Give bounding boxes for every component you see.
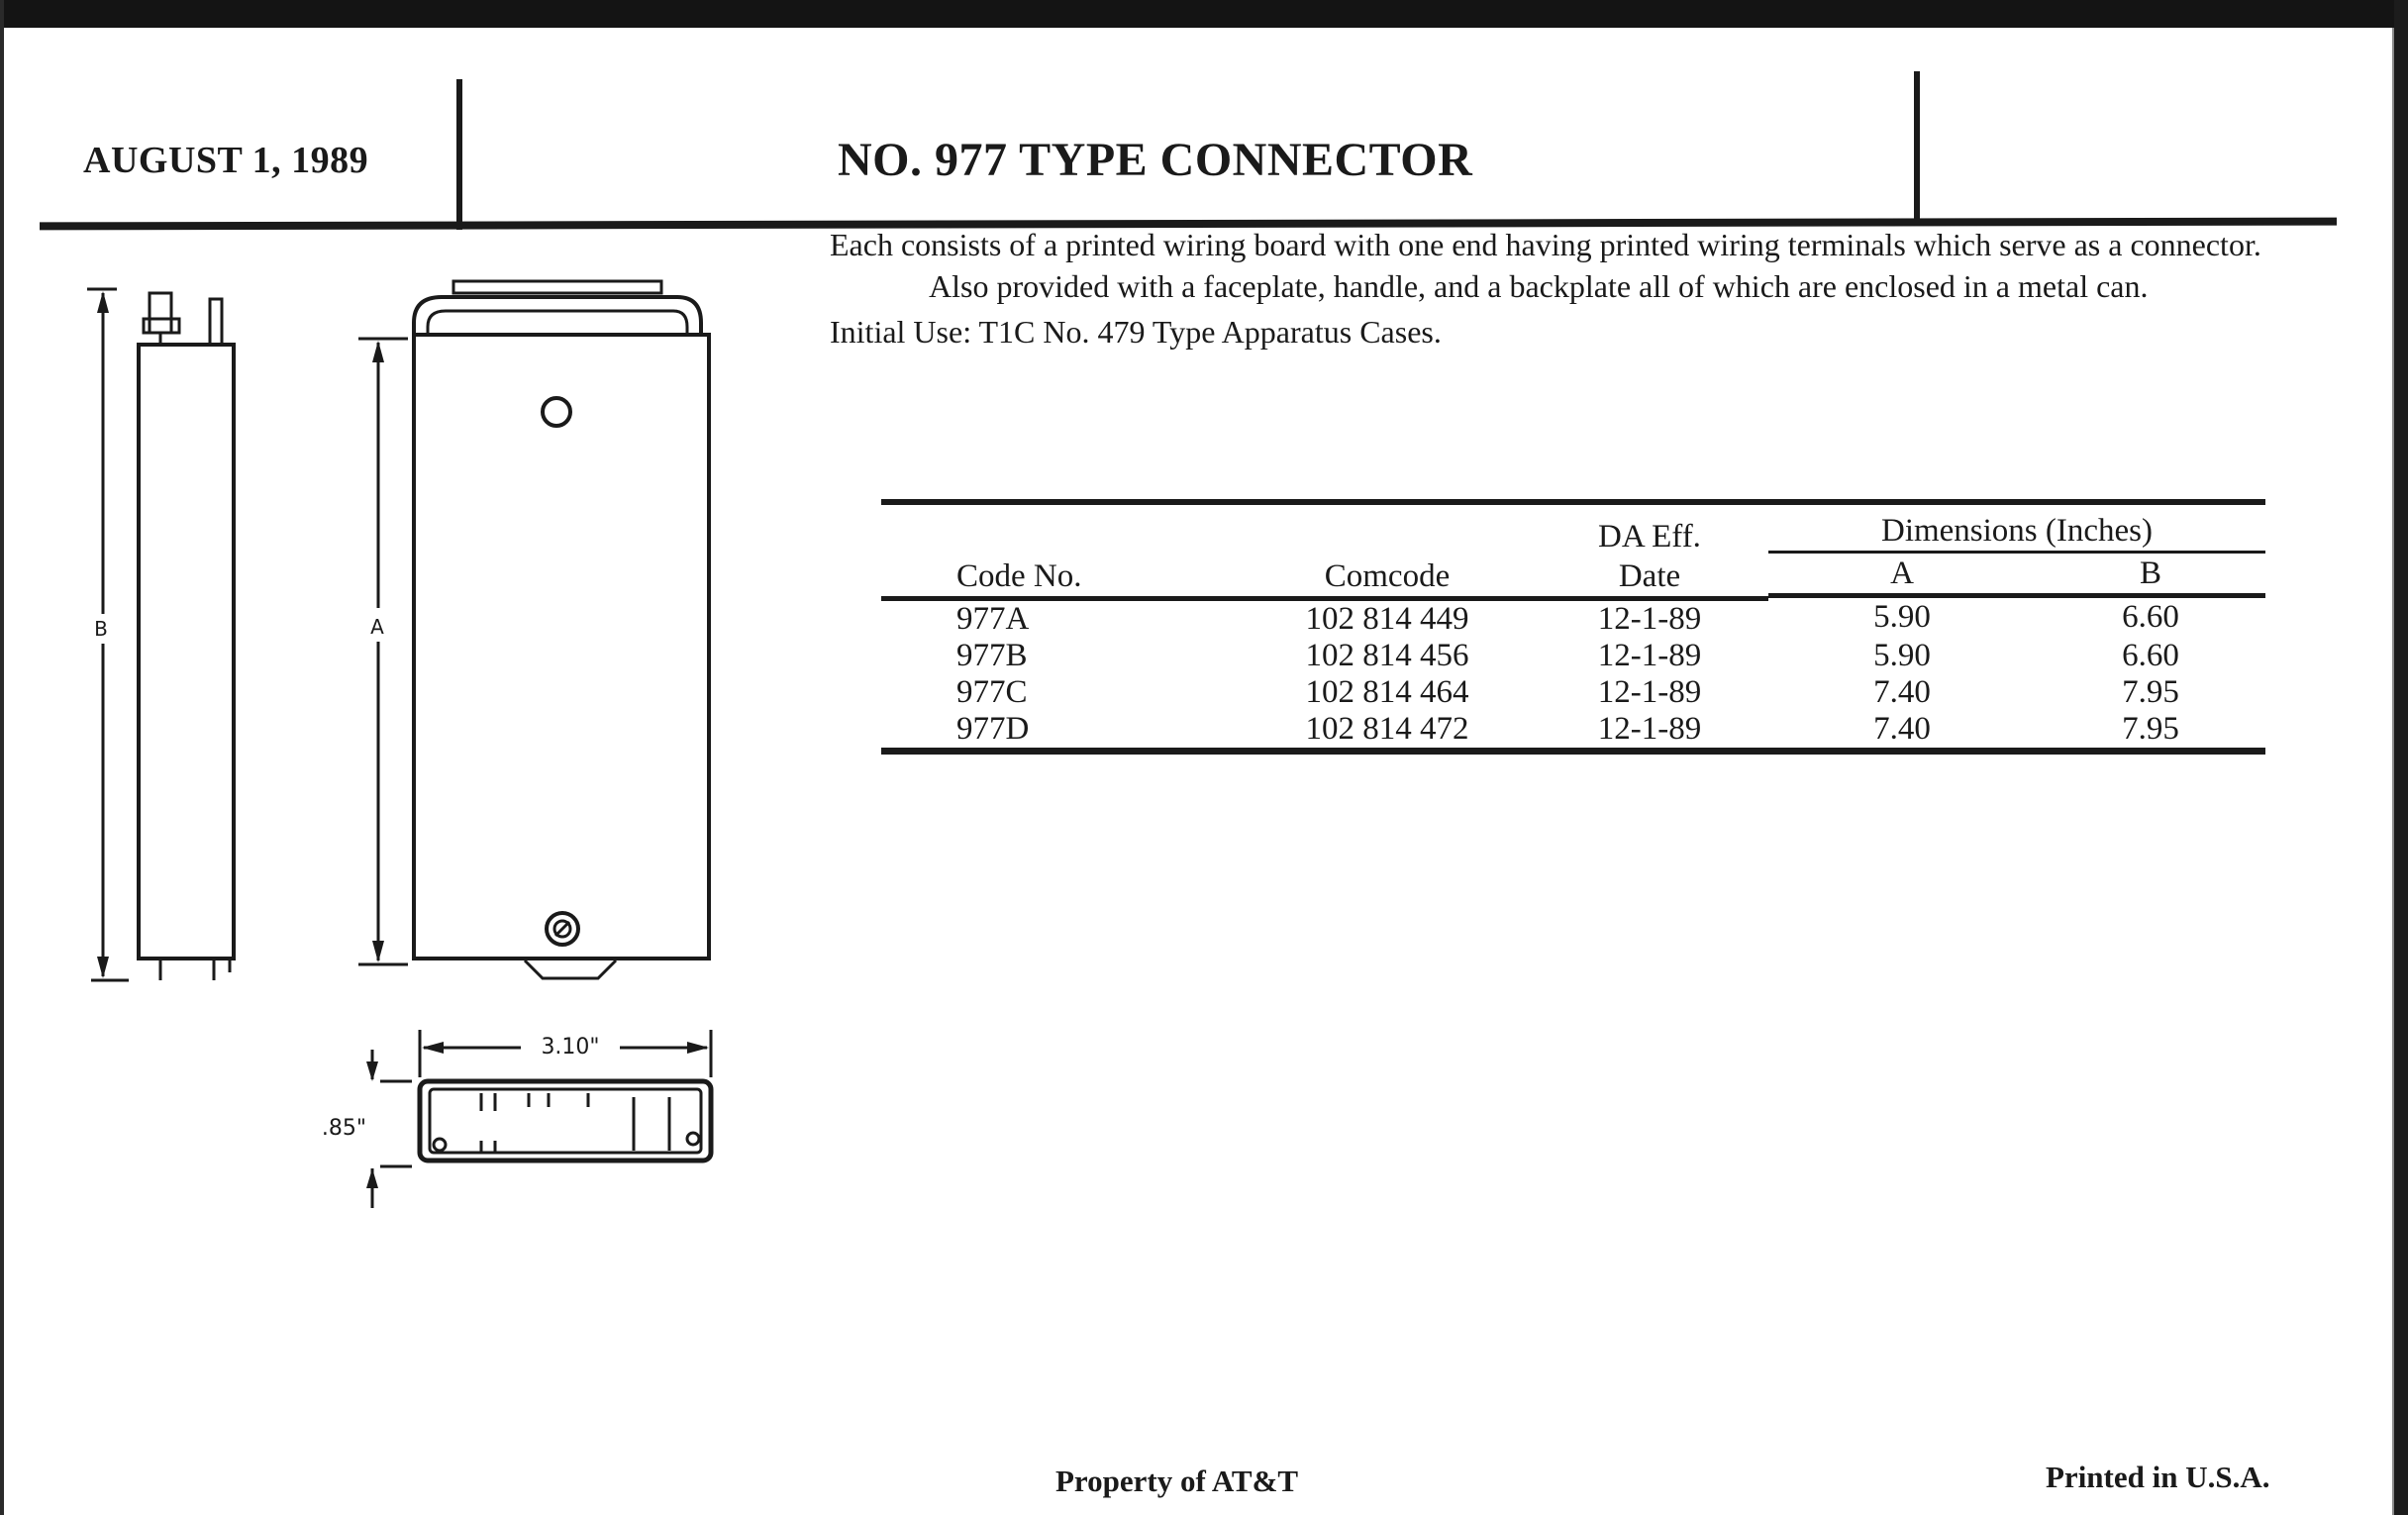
header-da-eff-line2: Date: [1618, 557, 1681, 594]
dimension-label-b: B: [94, 617, 108, 641]
dimension-label-width: 3.10": [541, 1035, 600, 1060]
header-divider-right: [1914, 71, 1920, 220]
cell-comcode: 102 814 449: [1305, 600, 1469, 637]
footer-printed: Printed in U.S.A.: [2046, 1460, 2270, 1494]
header-da-eff: [1531, 502, 1768, 596]
cell-comcode: 102 814 456: [1305, 637, 1469, 673]
table-row: [881, 711, 2265, 752]
cell-comcode: 102 814 464: [1305, 673, 1469, 710]
header-dim-a: A: [1768, 553, 2036, 596]
cell-dim-a: 5.90: [1873, 599, 1931, 636]
bottom-view: [366, 1030, 711, 1208]
bottom-view-body: [420, 1081, 711, 1161]
header-dimensions: Dimensions (Inches): [1768, 502, 2265, 553]
header-comcode: Comcode: [1324, 557, 1451, 594]
header-dim-b: B: [2036, 553, 2265, 596]
footer-property: Property of AT&T: [1055, 1464, 1299, 1498]
cell-comcode: 102 814 472: [1244, 711, 1531, 752]
front-view-body: [414, 335, 709, 959]
table-row: [881, 598, 2265, 638]
scan-border-right: [2394, 0, 2408, 1515]
cell-dim-a: 7.40: [1873, 673, 1931, 710]
header-code-no: Code No.: [956, 557, 1082, 594]
header-date: AUGUST 1, 1989: [83, 140, 369, 181]
front-view: [358, 281, 709, 978]
front-view-handle: [414, 297, 701, 335]
side-view-body: [139, 345, 234, 959]
initial-use-text: Initial Use: T1C No. 479 Type Apparatus Cases.: [830, 314, 1442, 350]
description: [830, 224, 2295, 353]
description-text: Each consists of a printed wiring board with one end having printed wiring terminals which serve as a connector. Also provided with a faceplate, handle, and a backplate all of which are enclosed in a metal can.: [830, 227, 2261, 304]
cell-dim-a: 7.40: [1768, 711, 2036, 752]
front-view-hole: [543, 398, 570, 426]
cell-dim-b: 7.95: [2122, 673, 2179, 710]
connector-drawing: [0, 0, 752, 1228]
cell-dim-a: 5.90: [1873, 637, 1931, 673]
cell-date: 12-1-89: [1597, 637, 1702, 673]
cell-code: 977B: [956, 637, 1028, 673]
cell-date: 12-1-89: [1531, 711, 1768, 752]
cell-date: 12-1-89: [1597, 600, 1702, 637]
page-edge: [2392, 28, 2394, 1515]
side-view-handle: [150, 293, 171, 333]
side-view: [87, 289, 234, 980]
cell-dim-b: 6.60: [2122, 637, 2179, 673]
connector-table: [881, 499, 2265, 755]
cell-code: 977C: [956, 673, 1028, 710]
cell-date: 12-1-89: [1597, 673, 1702, 710]
dimension-label-a: A: [370, 615, 384, 639]
cell-dim-b: 7.95: [2036, 711, 2265, 752]
dimension-label-depth: .85": [321, 1116, 366, 1141]
cell-code: 977D: [881, 711, 1244, 752]
table-row: [881, 638, 2265, 674]
cell-code: 977A: [956, 600, 1030, 637]
header-da-eff-line1: DA Eff.: [1598, 518, 1701, 555]
cell-dim-b: 6.60: [2122, 599, 2179, 636]
side-view-pin: [210, 299, 222, 345]
page-title: NO. 977 TYPE CONNECTOR: [838, 134, 1473, 186]
table-row: [881, 674, 2265, 711]
